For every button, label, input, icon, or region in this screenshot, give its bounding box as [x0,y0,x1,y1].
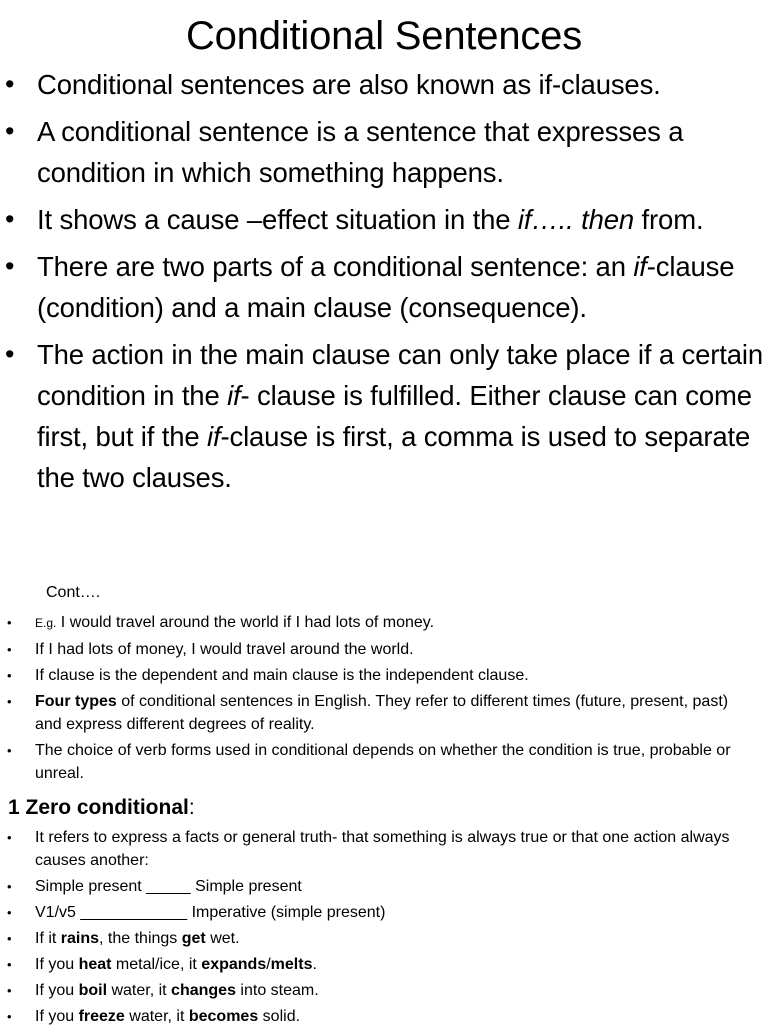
list-item [0,246,768,328]
list-item [0,334,768,498]
point-text: It shows a cause –effect situation in the [37,204,518,235]
point-italic: if [227,380,241,411]
zero-conditional-list [0,826,768,1031]
example-text: , the things [99,930,182,947]
bullet-icon: • [7,694,12,709]
list-item [0,111,768,193]
list-item [0,690,768,736]
notes-list [0,611,768,788]
point-italic: if….. then [517,204,635,235]
bullet-icon: • [7,879,12,894]
list-item [0,199,768,240]
bullet-icon: • [7,615,12,630]
note-text: If I had lots of money, I would travel around the world. [35,641,414,658]
bullet-icon: • [7,931,12,946]
page-title: Conditional Sentences [185,14,583,58]
bullet-icon: • [7,642,12,657]
example-text: . [312,956,317,973]
list-item [0,927,768,950]
point-text: - clause is fulfilled. Either clause can come first, but if the [37,380,752,452]
heading-rest: : [188,796,195,819]
list-item [0,739,768,785]
point-text: A conditional sentence is a sentence that expresses a condition in which something happens. [37,116,684,188]
zero-conditional-heading [8,794,195,822]
example-text: metal/ice, it [111,956,202,973]
list-item [0,664,768,687]
note-text: If clause is the dependent and main clause is the independent clause. [35,667,529,684]
list-item [0,953,768,976]
example-verb: boil [78,982,108,999]
list-item [0,979,768,1002]
list-item [0,826,768,872]
bullet-icon: • [7,668,12,683]
example-text: If you [35,982,79,999]
note-text: I would travel around the world if I had lots of money. [56,614,435,631]
example-verb: rains [60,930,100,947]
point-italic: if [207,421,221,452]
note-text: Simple present _____ Simple present [35,878,302,895]
bullet-icon: • [5,204,15,234]
note-text: The choice of verb forms used in conditional depends on whether the condition is true, probable or unreal. [35,742,731,782]
bullet-icon: • [5,69,15,99]
bullet-icon: • [5,251,15,281]
example-text: water, it [124,1008,189,1025]
list-item [0,1005,768,1028]
bullet-icon: • [7,905,12,920]
heading-bold: 1 Zero conditional [8,796,189,819]
note-text: V1/v5 ____________ Imperative (simple present) [35,904,386,921]
example-verb: melts [270,956,313,973]
bullet-icon: • [7,957,12,972]
bullet-icon: • [7,983,12,998]
example-text: / [266,956,271,973]
list-item [0,611,768,635]
example-verb: changes [171,982,236,999]
point-text: Conditional sentences are also known as if-clauses. [37,69,661,100]
list-item [0,638,768,661]
example-verb: expands [201,956,267,973]
bullet-icon: • [7,830,12,845]
example-verb: heat [78,956,112,973]
point-text: There are two parts of a conditional sentence: an [37,251,634,282]
point-text: from. [634,204,704,235]
example-verb: becomes [188,1008,259,1025]
note-text: of conditional sentences in English. They refer to different times (future, present, past) and express different degrees of reality. [35,693,729,733]
example-verb: get [181,930,206,947]
example-verb: freeze [78,1008,125,1025]
note-bold: Four types [35,693,117,710]
point-text: -clause (condition) and a main clause (consequence). [37,251,735,323]
bullet-icon: • [7,1009,12,1024]
bullet-icon: • [5,339,15,369]
example-text: If it [35,930,61,947]
point-text: -clause is first, a comma is used to separate the two clauses. [37,421,751,493]
eg-prefix: E.g. [35,616,57,630]
example-text: water, it [107,982,172,999]
bullet-icon: • [5,116,15,146]
example-text: into steam. [235,982,319,999]
example-text: solid. [258,1008,301,1025]
list-item [0,901,768,924]
list-item [0,875,768,898]
point-italic: if [633,251,647,282]
example-text: wet. [205,930,240,947]
main-points-list [0,64,768,504]
cont-label: Cont…. [46,584,101,601]
example-text: If you [35,1008,79,1025]
list-item [0,64,768,105]
point-text: The action in the main clause can only take place if a certain condition in the [37,339,763,411]
note-text: It refers to express a facts or general truth- that something is always true or that one action always causes another: [35,829,730,869]
bullet-icon: • [7,743,12,758]
example-text: If you [35,956,79,973]
